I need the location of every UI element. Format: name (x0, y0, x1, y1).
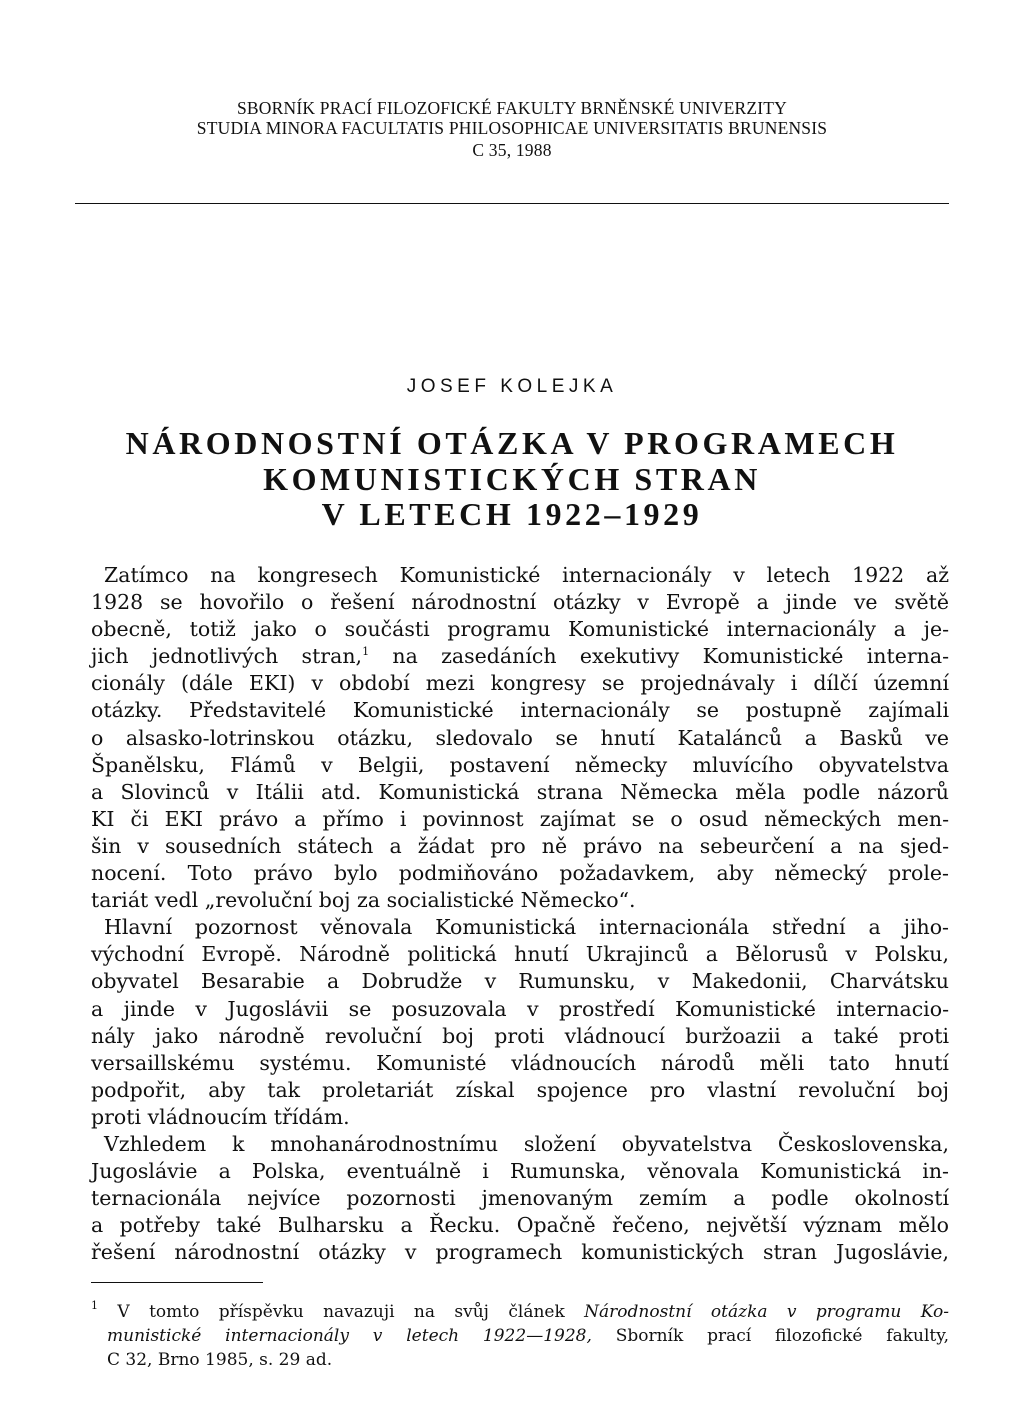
body-line-text: na zasedáních exekutivy Komunistické interna- (369, 644, 950, 669)
body-line: cionály (dále EKI) v období mezi kongresy se projednávaly i dílčí územní (91, 671, 949, 696)
footnote-text: V tomto příspěvku navazuji na svůj článek (117, 1302, 585, 1322)
body-line: nály jako národně revoluční boj proti vládnoucí buržoazii a také proti (91, 1023, 949, 1048)
body-line: proti vládnoucím třídám. (91, 1104, 350, 1129)
body-line: a Slovinců v Itálii atd. Komunistická strana Německa měla podle názorů (91, 779, 949, 804)
footnote-marker: 1 (91, 1299, 98, 1312)
body-line: otázky. Představitelé Komunistické internacionály se postupně zajímali (91, 698, 949, 723)
body-line: versaillskému systému. Komunisté vládnoucích národů měli tato hnutí (91, 1050, 949, 1075)
footnote (91, 1300, 949, 1372)
body-line: Vzhledem k mnohanárodnostnímu složení obyvatelstva Československa, (104, 1131, 949, 1156)
body-line: obecně, totiž jako o součásti programu Komunistické internacionály a je- (91, 617, 949, 642)
body-line: řešení národnostní otázky v programech komunistických stran Jugoslávie, (91, 1240, 949, 1265)
body-line: a potřeby také Bulharsku a Řecku. Opačně řečeno, největší význam mělo (91, 1213, 949, 1238)
footnote-line: C 32, Brno 1985, s. 29 ad. (107, 1350, 333, 1370)
footnote-divider (91, 1282, 263, 1283)
article-title-line-3: V LETECH 1922–1929 (321, 496, 703, 532)
body-line: obyvatel Besarabie a Dobrudže v Rumunsku, v Makedonii, Charvátsku (91, 969, 949, 994)
journal-header-latin: STUDIA MINORA FACULTATIS PHILOSOPHICAE UNIVERSITATIS BRUNENSIS (196, 118, 828, 138)
body-line: o alsasko-lotrinskou otázku, sledovalo se hnutí Katalánců a Basků ve (91, 725, 949, 750)
footnote-line (91, 1300, 949, 1324)
footnote-reference: 1 (362, 645, 370, 659)
body-line: tariát vedl „revoluční boj za socialistické Německo“. (91, 888, 636, 913)
body-line: Jugoslávie a Polska, eventuálně i Rumunska, věnovala Komunistická in- (91, 1159, 949, 1184)
author-name: JOSEF KOLEJKA (406, 376, 618, 397)
body-line: ternacionála nejvíce pozornosti jmenovaným zemím a podle okolností (91, 1186, 949, 1211)
article-title-line-2: KOMUNISTICKÝCH STRAN (263, 461, 761, 497)
footnote-line (91, 1324, 949, 1348)
body-line: šin v sousedních státech a žádat pro ně právo na sebeurčení a na sjed- (91, 833, 949, 858)
body-line: Zatímco na kongresech Komunistické internacionály v letech 1922 až (104, 563, 949, 587)
footnote-cited-title: Národnostní otázka v programu Ko- (584, 1302, 950, 1322)
body-line: 1928 se hovořilo o řešení národnostní otázky v Evropě a jinde ve světě (91, 590, 949, 615)
article-body (91, 562, 949, 1266)
journal-header-czech: SBORNÍK PRACÍ FILOZOFICKÉ FAKULTY BRNĚNSKÉ UNIVERZITY (236, 98, 788, 118)
header-divider (75, 203, 949, 204)
body-line-text: jich jednotlivých stran, (91, 644, 363, 669)
article-title-line-1: NÁRODNOSTNÍ OTÁZKA V PROGRAMECH (125, 425, 899, 461)
body-line: nocení. Toto právo bylo podmiňováno požadavkem, aby německý prole- (91, 861, 949, 886)
body-line: východní Evropě. Národně politická hnutí Ukrajinců a Bělorusů v Polsku, (91, 942, 949, 967)
footnote-cited-title: munistické internacionály v letech 1922—1928, (107, 1326, 592, 1346)
journal-issue: C 35, 1988 (472, 140, 552, 160)
body-line: Španělsku, Flámů v Belgii, postavení německy mluvícího obyvatelstva (91, 752, 949, 777)
body-line: KI či EKI právo a přímo i povinnost zajímat se o osud německých men- (91, 806, 949, 831)
body-line: Hlavní pozornost věnovala Komunistická internacionála střední a jiho- (104, 915, 949, 940)
body-line: podpořit, aby tak proletariát získal spojence pro vlastní revoluční boj (91, 1077, 949, 1102)
footnote-text: Sborník prací filozofické fakulty, (591, 1326, 949, 1346)
body-line: a jinde v Jugoslávii se posuzovala v prostředí Komunistické internacio- (91, 996, 949, 1021)
body-line (91, 643, 949, 670)
